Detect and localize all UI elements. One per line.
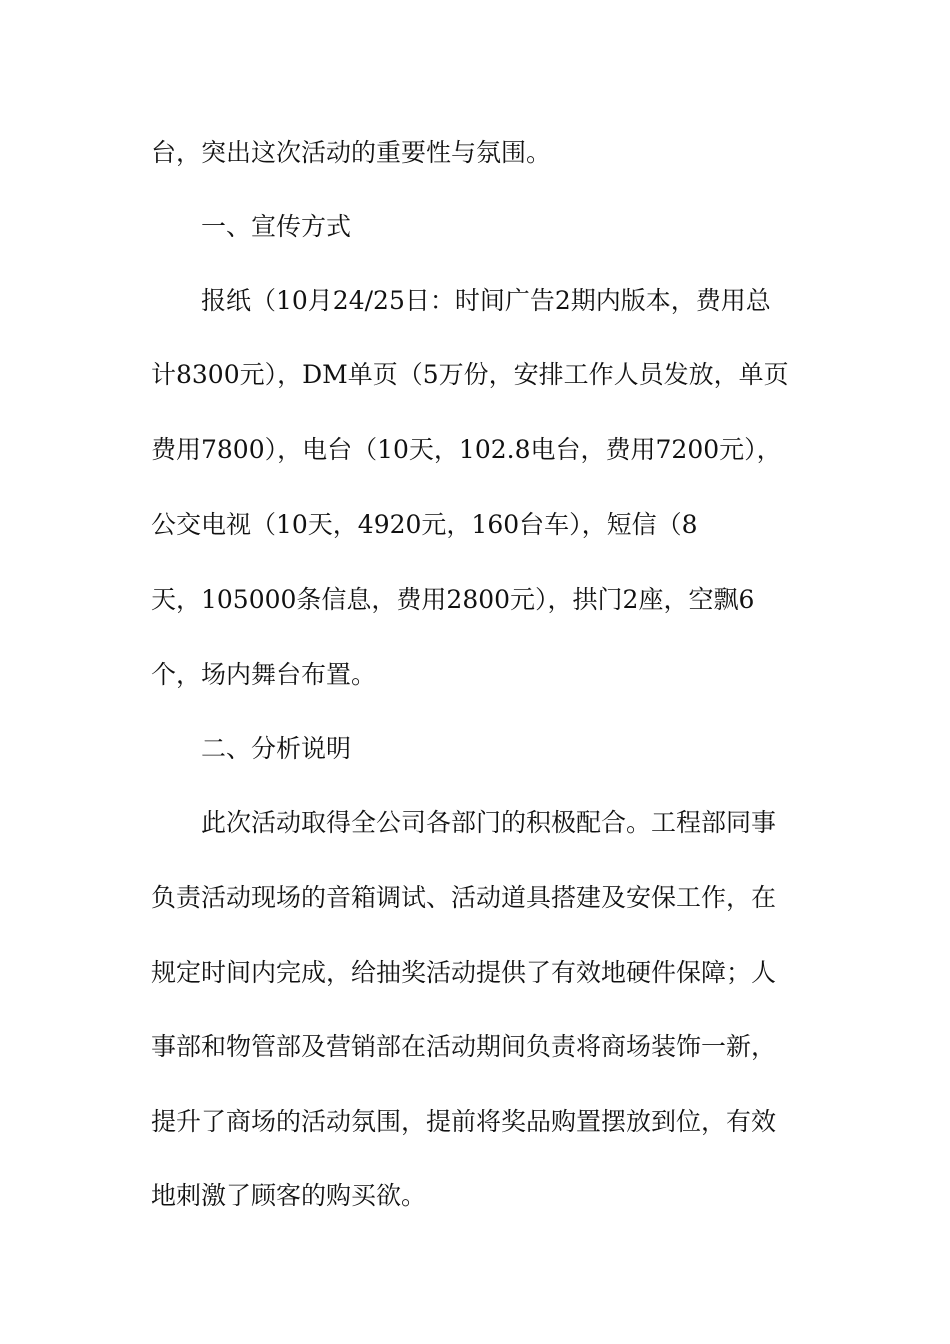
- analysis-line-4: 事部和物管部及营销部在活动期间负责将商场装饰一新，: [151, 1032, 777, 1061]
- publicity-line-5: 天，105000条信息，费用2800元），拱门2座，空飘6: [151, 585, 755, 614]
- analysis-line-2: 负责活动现场的音箱调试、活动道具搭建及安保工作，在: [151, 883, 777, 912]
- analysis-line-5: 提升了商场的活动氛围，提前将奖品购置摆放到位，有效: [151, 1107, 777, 1136]
- section-heading-analysis: 二、分析说明: [201, 734, 352, 763]
- publicity-line-4: 公交电视（10天，4920元，160台车），短信（8: [151, 510, 698, 539]
- publicity-line-6: 个，场内舞台布置。: [151, 660, 377, 689]
- analysis-line-6: 地刺激了顾客的购买欲。: [151, 1181, 427, 1210]
- publicity-line-2: 计8300元），DM单页（5万份，安排工作人员发放，单页: [151, 360, 789, 389]
- analysis-line-3: 规定时间内完成，给抽奖活动提供了有效地硬件保障；人: [151, 958, 777, 987]
- analysis-line-1: 此次活动取得全公司各部门的积极配合。工程部同事: [201, 808, 777, 837]
- publicity-line-1: 报纸（10月24/25日：时间广告2期内版本，费用总: [201, 286, 771, 315]
- publicity-line-3: 费用7800），电台（10天，102.8电台，费用7200元），: [151, 435, 782, 464]
- paragraph-continuation-line: 台，突出这次活动的重要性与氛围。: [151, 138, 552, 167]
- section-heading-publicity: 一、宣传方式: [201, 212, 352, 241]
